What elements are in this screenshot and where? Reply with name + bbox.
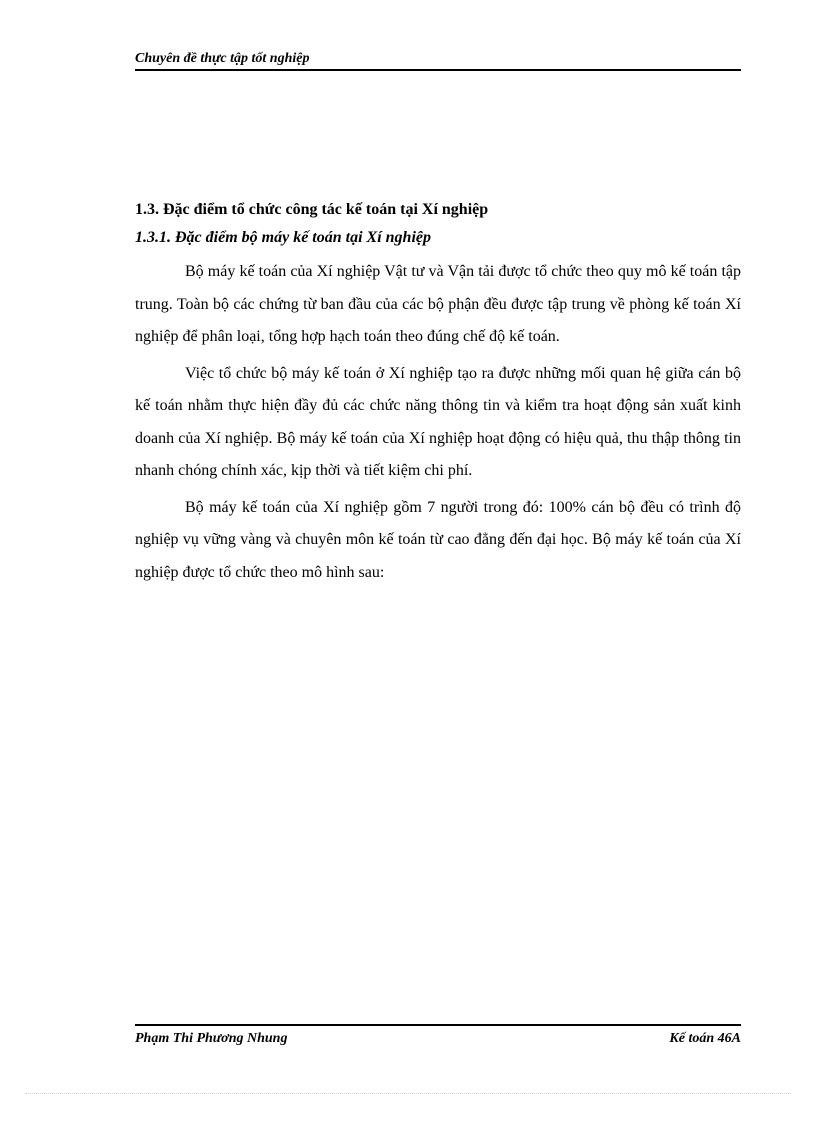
page-header [135, 49, 741, 71]
paragraph-1: Bộ máy kế toán của Xí nghiệp Vật tư và Vận tải được tổ chức theo quy mô kế toán tập trung. Toàn bộ các chứng từ ban đầu của các bộ phận đều được tập trung về phòng kế toán Xí nghiệp để phân loại, tổng hợp hạch toán theo đúng chế độ kế toán. [135, 263, 741, 345]
section-heading: 1.3. Đặc điểm tổ chức công tác kế toán tại Xí nghiệp [135, 201, 489, 218]
page-footer [135, 1024, 741, 1048]
page-bottom-divider [25, 1093, 791, 1094]
paragraph-2: Việc tổ chức bộ máy kế toán ở Xí nghiệp tạo ra được những mối quan hệ giữa cán bộ kế toán nhằm thực hiện đầy đủ các chức năng thông tin và kiểm tra hoạt động sản xuất kinh doanh của Xí nghiệp. Bộ máy kế toán của Xí nghiệp hoạt động có hiệu quả, thu thập thông tin nhanh chóng chính xác, kịp thời và tiết kiệm chi phí. [135, 364, 741, 479]
header-title: Chuyên đề thực tập tốt nghiệp [135, 51, 310, 66]
footer-author: Phạm Thi Phương Nhung [135, 1031, 288, 1046]
subsection-heading: 1.3.1. Đặc điểm bộ máy kế toán tại Xí nghiệp [135, 229, 431, 246]
document-body [135, 196, 741, 593]
paragraph-3: Bộ máy kế toán của Xí nghiệp gồm 7 người trong đó: 100% cán bộ đều có trình độ nghiệp vụ vững vàng và chuyên môn kế toán từ cao đẳng đến đại học. Bộ máy kế toán của Xí nghiệp được tổ chức theo mô hình sau: [135, 498, 741, 581]
footer-class: Kế toán 46A [669, 1031, 741, 1046]
